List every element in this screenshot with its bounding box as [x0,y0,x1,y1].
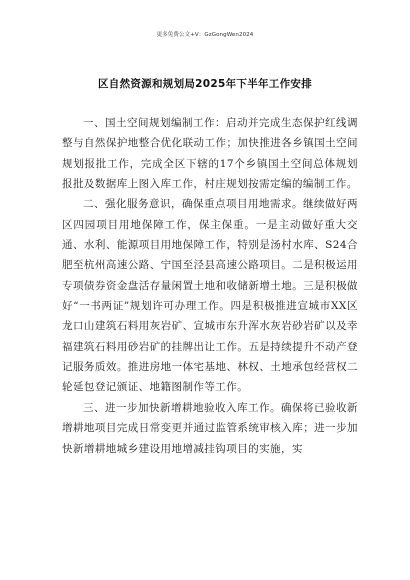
document-title: 区自然资源和规划局2025年下半年工作安排 [97,78,313,90]
header-note: 更多免费公文+V：GzGongWen2024 [156,32,254,38]
document-body [62,113,358,459]
paragraph-farmland: 三、进一步加快新增耕地验收入库工作。确保将已验收新增耕地项目完成日常变更并通过监管系统审核入库；进一步加快新增耕地城乡建设用地增减挂钩项目的实施，实 [62,401,358,455]
paragraph-service: 二、强化服务意识，确保重点项目用地需求。继续做好两区四园项目用地保障工作，保主保重。一是主动做好重大交通、水利、能源项目用地保障工作，特别是汤村水库、S24合肥至杭州高速公路、宁国至泾县高速公路项目。二是积极运用专项债券资金盘活存量闲置土地和收储新增土地。三是积极做好“一书两证”规划许可办理工作。四是积极推进宣城市XX区龙口山建筑石料用灰岩矿、宣城市东升浑水灰岩砂岩矿以及幸福建筑石料用砂岩矿的挂牌出让工作。五是持续提升不动产登记服务质效。推进房地一体宅基地、林权、土地承包经营权二轮延包登记颁证、地籍图制作等工作。 [62,198,358,394]
paragraph-planning: 一、国土空间规划编制工作：启动并完成生态保护红线调整与自然保护地整合优化联动工作；加快推进各乡镇国土空间规划报批工作，完成全区下辖的17个乡镇国土空间总体规划报批及数据库上图入库工作，村庄规划按需定编的编制工作。 [62,117,358,191]
